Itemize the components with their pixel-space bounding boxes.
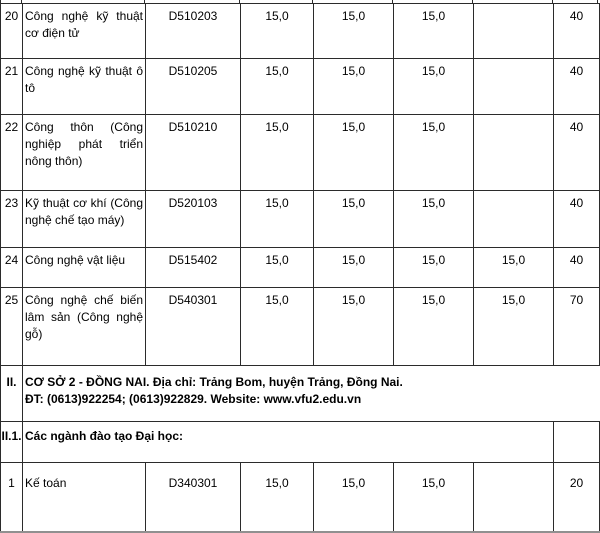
score-cell: 15,0 bbox=[394, 59, 474, 115]
row-number-cell: 21 bbox=[1, 59, 23, 115]
campus2-address-line: CƠ SỞ 2 - ĐỒNG NAI. Địa chỉ: Trảng Bom, huyện Trảng, Đồng Nai. bbox=[25, 375, 403, 389]
major-code-cell: D515402 bbox=[146, 248, 241, 288]
row-number-cell: 22 bbox=[1, 115, 23, 191]
row-number-cell: 24 bbox=[1, 248, 23, 288]
score-cell: 15,0 bbox=[314, 191, 394, 248]
score-cell: 15,0 bbox=[314, 288, 394, 366]
quota-cell: 40 bbox=[554, 115, 600, 191]
campus2-info-cell bbox=[23, 366, 600, 422]
score-cell: 15,0 bbox=[241, 463, 314, 533]
score-cell: 15,0 bbox=[241, 4, 314, 59]
score-cell bbox=[474, 59, 554, 115]
section-row-undergraduate bbox=[1, 422, 600, 463]
admission-scores-table bbox=[0, 3, 600, 533]
table-row bbox=[1, 59, 600, 115]
score-cell: 15,0 bbox=[314, 115, 394, 191]
major-name-cell: Công thôn (Công nghiệp phát triển nông thôn) bbox=[23, 115, 146, 191]
score-cell: 15,0 bbox=[314, 4, 394, 59]
table-row bbox=[1, 191, 600, 248]
score-cell: 15,0 bbox=[394, 115, 474, 191]
table-row bbox=[1, 4, 600, 59]
quota-cell: 40 bbox=[554, 4, 600, 59]
score-cell bbox=[474, 191, 554, 248]
major-code-cell: D510210 bbox=[146, 115, 241, 191]
major-code-cell: D540301 bbox=[146, 288, 241, 366]
major-name-cell: Công nghệ vật liệu bbox=[23, 248, 146, 288]
score-cell: 15,0 bbox=[394, 4, 474, 59]
major-name-cell: Kế toán bbox=[23, 463, 146, 533]
quota-cell: 70 bbox=[554, 288, 600, 366]
table-row bbox=[1, 115, 600, 191]
score-cell: 15,0 bbox=[394, 288, 474, 366]
score-cell: 15,0 bbox=[394, 191, 474, 248]
score-cell: 15,0 bbox=[241, 59, 314, 115]
section-number-cell: II.1. bbox=[1, 422, 23, 463]
quota-cell: 40 bbox=[554, 59, 600, 115]
table-row bbox=[1, 288, 600, 366]
major-code-cell: D510203 bbox=[146, 4, 241, 59]
quota-cell: 40 bbox=[554, 248, 600, 288]
score-cell: 15,0 bbox=[314, 59, 394, 115]
score-cell: 15,0 bbox=[474, 288, 554, 366]
section-row-campus2 bbox=[1, 366, 600, 422]
score-cell bbox=[474, 463, 554, 533]
major-name-cell: Công nghệ kỹ thuật cơ điện tử bbox=[23, 4, 146, 59]
major-code-cell: D340301 bbox=[146, 463, 241, 533]
score-cell: 15,0 bbox=[314, 248, 394, 288]
score-cell: 15,0 bbox=[241, 288, 314, 366]
row-number-cell: 23 bbox=[1, 191, 23, 248]
major-name-cell: Công nghệ kỹ thuật ô tô bbox=[23, 59, 146, 115]
quota-cell: 20 bbox=[554, 463, 600, 533]
score-cell: 15,0 bbox=[241, 115, 314, 191]
table-row bbox=[1, 463, 600, 533]
score-cell: 15,0 bbox=[474, 248, 554, 288]
section-label-cell: Các ngành đào tạo Đại học: bbox=[23, 422, 554, 463]
major-code-cell: D510205 bbox=[146, 59, 241, 115]
campus2-contact-line: ĐT: (0613)922254; (0613)922829. Website: www.vfu2.edu.vn bbox=[25, 392, 362, 406]
quota-cell bbox=[554, 422, 600, 463]
major-name-cell: Kỹ thuật cơ khí (Công nghệ chế tạo máy) bbox=[23, 191, 146, 248]
score-cell: 15,0 bbox=[394, 248, 474, 288]
major-name-cell: Công nghệ chế biến lâm sản (Công nghệ gỗ) bbox=[23, 288, 146, 366]
quota-cell: 40 bbox=[554, 191, 600, 248]
major-code-cell: D520103 bbox=[146, 191, 241, 248]
table-row bbox=[1, 248, 600, 288]
row-number-cell: 1 bbox=[1, 463, 23, 533]
row-number-cell: 25 bbox=[1, 288, 23, 366]
row-number-cell: 20 bbox=[1, 4, 23, 59]
score-cell: 15,0 bbox=[241, 191, 314, 248]
score-cell: 15,0 bbox=[241, 248, 314, 288]
section-number-cell: II. bbox=[1, 366, 23, 422]
score-cell: 15,0 bbox=[394, 463, 474, 533]
score-cell: 15,0 bbox=[314, 463, 394, 533]
score-cell bbox=[474, 115, 554, 191]
score-cell bbox=[474, 4, 554, 59]
